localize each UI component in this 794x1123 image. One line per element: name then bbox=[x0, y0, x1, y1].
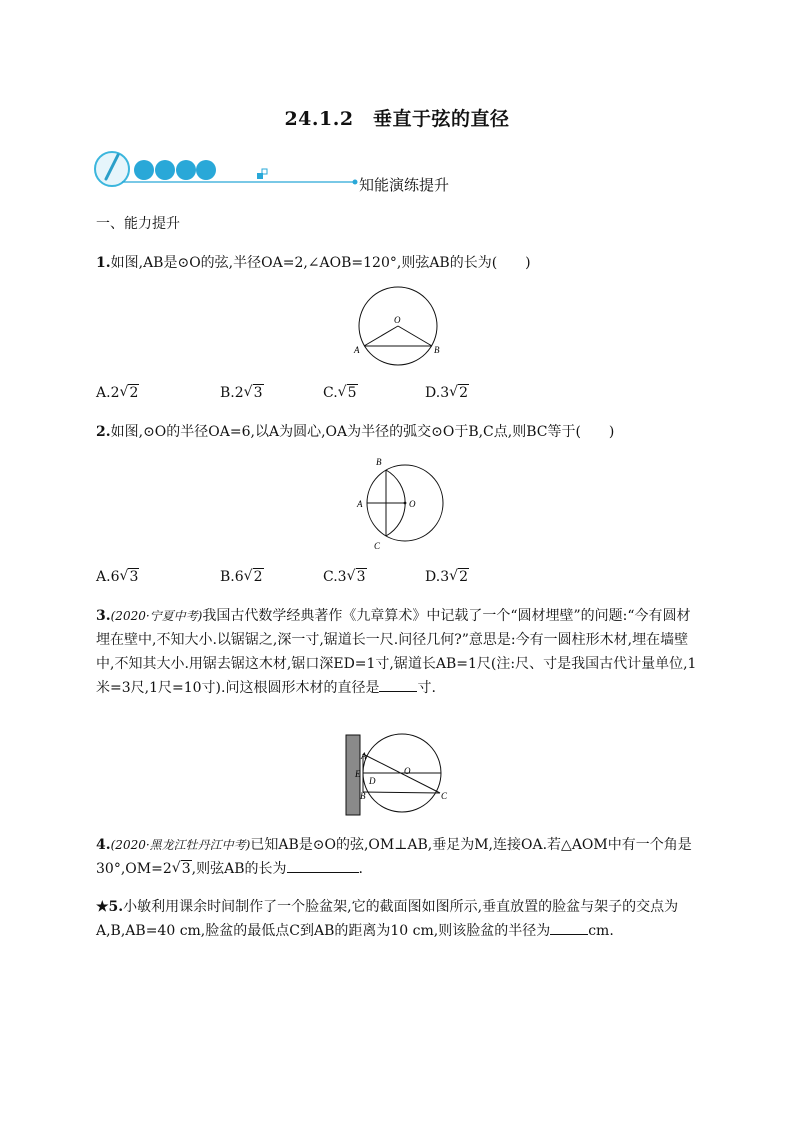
figure-q2 bbox=[345, 452, 455, 556]
label-d: D bbox=[369, 776, 376, 786]
answer-blank[interactable] bbox=[379, 677, 417, 692]
label-a: A bbox=[354, 345, 360, 355]
answer-blank[interactable] bbox=[550, 920, 588, 935]
label-c: C bbox=[374, 541, 381, 551]
segment-bc bbox=[363, 792, 440, 793]
question-number: ★5. bbox=[96, 899, 124, 915]
option-d[interactable]: D.3√ 2 bbox=[425, 569, 469, 585]
question-text: 如图,AB是⊙O的弦,半径OA=2,∠AOB=120°,则弦AB的长为( ) bbox=[110, 255, 531, 271]
sqrt: √ 3 bbox=[119, 569, 139, 585]
option-b[interactable]: B.2√ 3 bbox=[220, 385, 264, 401]
center-point bbox=[404, 502, 407, 505]
label-e: E bbox=[355, 769, 361, 779]
label-o: O bbox=[409, 499, 416, 509]
question-2 bbox=[96, 420, 700, 444]
question-source: (2020·宁夏中考) bbox=[110, 609, 203, 623]
option-a[interactable]: A.2√ 2 bbox=[96, 385, 139, 401]
question-number: 2. bbox=[96, 424, 111, 440]
question-4: 4.(2020·黑龙江牡丹江中考)已知AB是⊙O的弦,OM⊥AB,垂足为M,连接OA.若△AOM中有一个角是30°,OM=2√ 3,则弦AB的长为 . bbox=[96, 833, 700, 881]
question-number: 4. bbox=[96, 837, 111, 853]
question-number: 1. bbox=[96, 255, 111, 271]
label-c: C bbox=[441, 791, 448, 801]
option-d[interactable]: D.3√ 2 bbox=[425, 385, 469, 401]
radius-ob bbox=[398, 326, 432, 346]
sqrt: √ 5 bbox=[338, 385, 358, 401]
sqrt: √ 3 bbox=[347, 569, 367, 585]
sqrt: √ 2 bbox=[449, 569, 469, 585]
banner-dot bbox=[196, 160, 216, 180]
sqrt: √ 2 bbox=[244, 569, 264, 585]
question-text: 我国古代数学经典著作《九章算术》中记载了一个“圆材埋壁”的问题:“今有圆材埋在壁中,不知大小.以锯锯之,深一寸,锯道长一尺.问径几何?”意思是:今有一圆柱形木材,埋在墙壁中,不知其大小.用锯去锯这木材,锯口深ED=1寸,锯道长AB=1尺(注:尺、寸是我国古代计量单位,1米=3尺,1尺=10寸).问这根圆形木材的直径是 bbox=[96, 608, 697, 696]
page-title: 24.1.2 垂直于弦的直径 bbox=[284, 108, 510, 130]
figure-q1 bbox=[350, 286, 450, 366]
option-c[interactable]: C.√ 5 bbox=[323, 385, 358, 401]
label-a: A bbox=[357, 499, 363, 509]
question-3: 3.(2020·宁夏中考)我国古代数学经典著作《九章算术》中记载了一个“圆材埋壁”的问题:“今有圆材埋在壁中,不知大小.以锯锯之,深一寸,锯道长一尺.问径几何?”意思是:今有一圆柱形木材,埋在墙壁中,不知其大小.用锯去锯这木材,锯口深ED=1寸,锯道长AB=1尺(注:尺、寸是我国古代计量单位,1米=3尺,1尺=10寸).问这根圆形木材的直径是 寸. bbox=[96, 608, 697, 696]
answer-blank[interactable] bbox=[287, 858, 359, 873]
label-b: B bbox=[434, 345, 440, 355]
label-a: A bbox=[361, 751, 367, 761]
option-c[interactable]: C.3√ 3 bbox=[323, 569, 367, 585]
question-text: 如图,⊙O的半径OA=6,以A为圆心,OA为半径的弧交⊙O于B,C点,则BC等于( ) bbox=[110, 424, 615, 440]
banner-dot bbox=[176, 160, 196, 180]
figure-q3 bbox=[340, 733, 460, 817]
option-a[interactable]: A.6√ 3 bbox=[96, 569, 139, 585]
banner-dot bbox=[155, 160, 175, 180]
sqrt: √ 2 bbox=[449, 385, 469, 401]
label-b: B bbox=[376, 457, 382, 467]
sqrt: √ 2 bbox=[119, 385, 139, 401]
banner-endpoint-dot bbox=[353, 180, 358, 185]
label-o: O bbox=[394, 315, 401, 325]
question-text: 已知AB是⊙O的弦,OM⊥AB,垂足为M,连接OA.若△AOM中有一个角是30°,OM= bbox=[96, 837, 692, 877]
question-1 bbox=[96, 251, 700, 275]
sqrt: √ 3 bbox=[172, 857, 192, 881]
banner-dot bbox=[134, 160, 154, 180]
question-source: (2020·黑龙江牡丹江中考) bbox=[110, 838, 251, 852]
question-text: 小敏利用课余时间制作了一个脸盆架,它的截面图如图所示,垂直放置的脸盆与架子的交点为A,B,AB=40 cm,脸盆的最低点C到AB的距离为10 cm,则该脸盆的半径为 bbox=[96, 899, 679, 939]
radius-oa bbox=[364, 326, 398, 346]
label-b: B bbox=[360, 791, 366, 801]
label-o: O bbox=[404, 766, 411, 776]
option-b[interactable]: B.6√ 2 bbox=[220, 569, 264, 585]
section-heading: 一、能力提升 bbox=[96, 216, 180, 232]
sqrt: √ 3 bbox=[244, 385, 264, 401]
banner-decoration bbox=[92, 145, 362, 193]
question-number: 3. bbox=[96, 608, 111, 624]
banner-label: 知能演练提升 bbox=[359, 176, 450, 194]
question-5: ★5.小敏利用课余时间制作了一个脸盆架,它的截面图如图所示,垂直放置的脸盆与架子的交点为A,B,AB=40 cm,脸盆的最低点C到AB的距离为10 cm,则该脸盆的半径为 cm. bbox=[96, 899, 679, 939]
